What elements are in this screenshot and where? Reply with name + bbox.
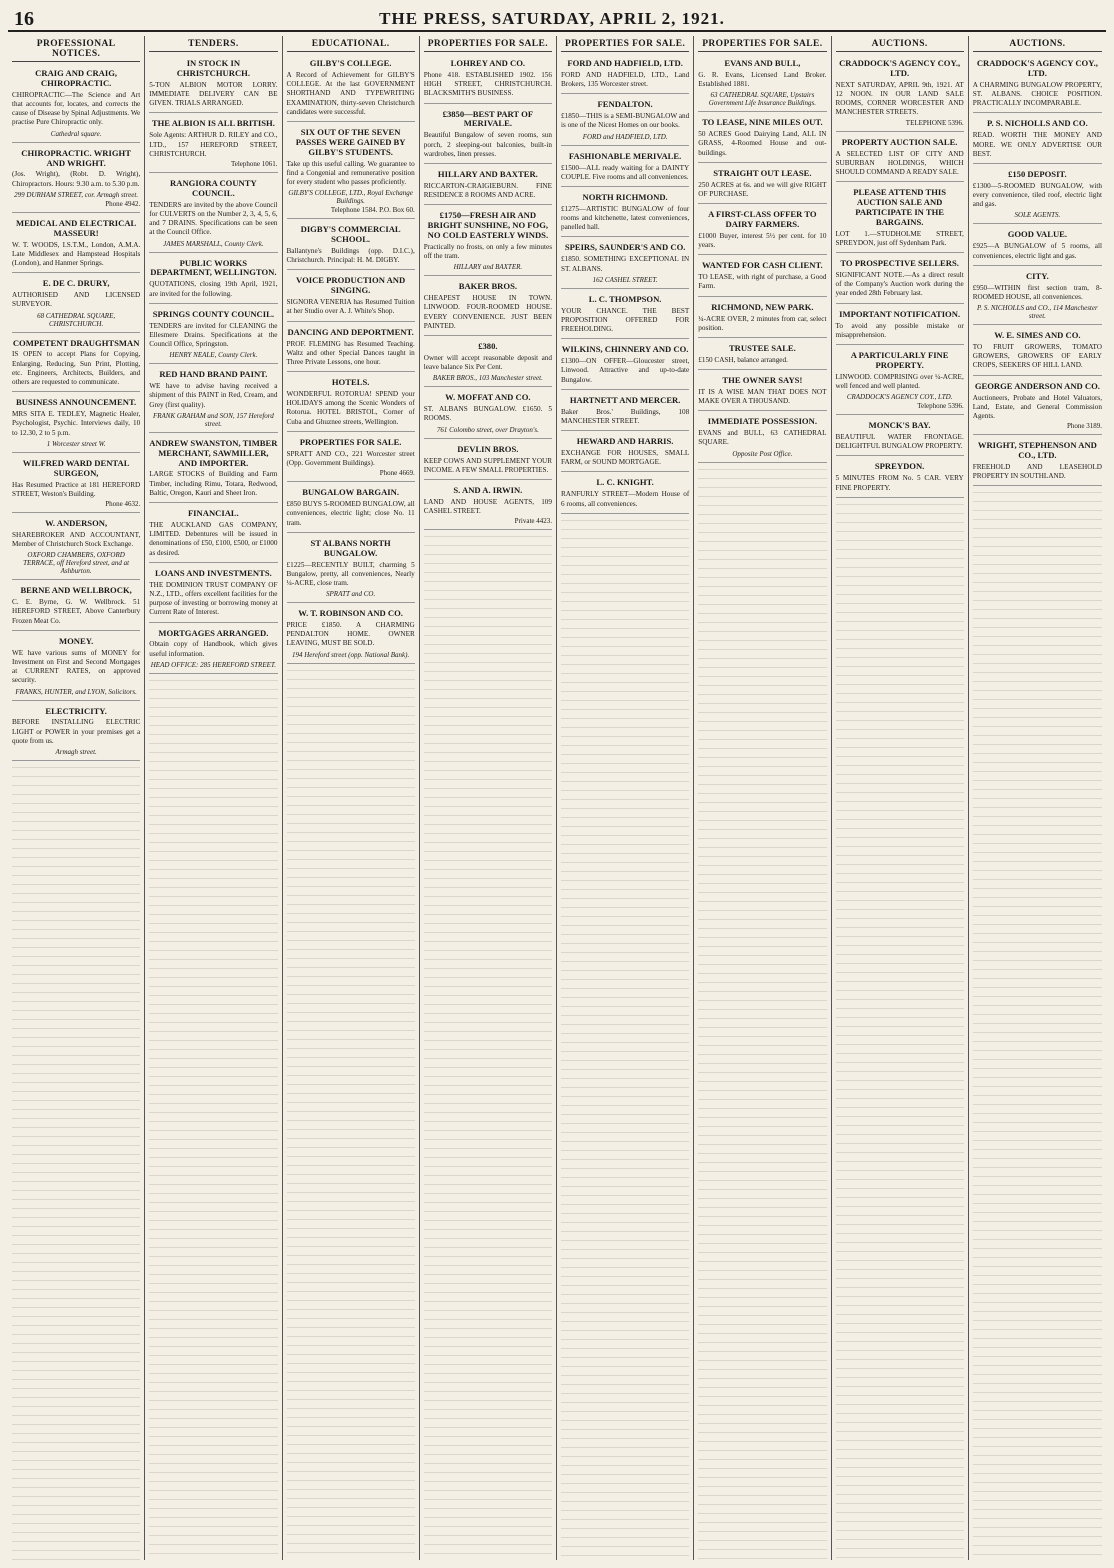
- advertisement-address: P. S. NICHOLLS and CO., 114 Manchester street.: [977, 304, 1098, 321]
- advertisement-body: LINWOOD. COMPRISING over ¼-ACRE, well fenced and well planted.: [835, 372, 964, 390]
- advertisement-title: £1750—FRESH AIR AND BRIGHT SUNSHINE, NO FOG, NO COLD EASTERLY WINDS.: [427, 210, 549, 240]
- advertisement: [561, 434, 689, 472]
- advertisement: [149, 566, 277, 623]
- advertisement-body: Owner will accept reasonable deposit and leave balance Six Per Cent.: [423, 353, 552, 372]
- advertisement: [973, 56, 1102, 113]
- advertisement: [836, 185, 964, 253]
- advertisement: [12, 583, 140, 631]
- advertisement-title: TO LEASE, NINE MILES OUT.: [702, 117, 823, 128]
- advertisement-title: LOANS AND INVESTMENTS.: [154, 567, 272, 578]
- advertisement: [973, 438, 1102, 486]
- advertisement: [424, 483, 552, 530]
- advertisement-title: IN STOCK IN CHRISTCHURCH.: [176, 58, 251, 78]
- advertisement: [12, 336, 140, 393]
- advertisement: [561, 240, 689, 288]
- advertisement-title: GEORGE ANDERSON AND CO.: [974, 380, 1100, 391]
- advertisement-address: HENRY NEALE, County Clerk.: [169, 351, 258, 360]
- advertisement-address: CRADDOCK'S AGENCY COY., LTD.: [846, 393, 953, 402]
- advertisement-body: Auctioneers, Probate and Hotel Valuators, Land, Estate, and General Commission Agents.: [972, 393, 1102, 420]
- advertisement-body: £1225—RECENTLY BUILT, charming 5 Bungalow, pretty, all conveniences, Nearly ¼-ACRE, close tram.: [286, 560, 415, 587]
- column-heading: AUCTIONS.: [973, 39, 1102, 52]
- advertisement: [973, 167, 1102, 225]
- advertisement-title: COMPETENT DRAUGHTSMAN: [12, 337, 140, 348]
- advertisement-body: Take up this useful calling. We guarantee to find a Congenial and remunerative position for every student who passes proficiently.: [286, 159, 415, 187]
- advertisement: [287, 325, 415, 373]
- advertisement-body: 5-TON ALBION MOTOR LORRY. IMMEDIATE DELIVERY CAN BE GIVEN. TRIALS ARRANGED.: [149, 80, 278, 108]
- advertisement-body: EXCHANGE FOR HOUSES, SMALL FARM, or SOUND MORTGAGE.: [561, 449, 690, 467]
- advertisement-body: ST. ALBANS BUNGALOW. £1650. 5 ROOMS.: [423, 405, 552, 423]
- advertisement: [561, 97, 689, 145]
- advertisement-title: RED HAND BRAND PAINT.: [159, 369, 268, 380]
- advertisement: [836, 135, 964, 183]
- advertisement-title: L. C. KNIGHT.: [596, 477, 654, 488]
- advertisement-address: BAKER BROS., 103 Manchester street.: [432, 374, 543, 383]
- advertisement-body: THE DOMINION TRUST COMPANY OF N.Z., LTD., offers excellent facilities for the purpose of investing or borrowing money at Current Rate of Interest.: [149, 580, 278, 617]
- advertisement-title: DEVLIN BROS.: [457, 443, 519, 454]
- advertisement-body: CHIROPRACTIC—The Science and Art that accounts for, locates, and corrects the cause of Disease by Spinal Adjustments. We practise Pure Chiropractic only.: [12, 90, 141, 127]
- advertisement-body: WE have various sums of MONEY for Investment on First and Second Mortgages at CURRENT RATES, on approved security.: [12, 648, 141, 685]
- advertisement-title: E. DE C. DRURY,: [42, 278, 110, 289]
- advertisement: [424, 56, 552, 104]
- advertisement: [12, 456, 140, 513]
- advertisement-body: SIGNORA VENERIA has Resumed Tuition at her Studio over A. J. White's Shop.: [286, 298, 415, 316]
- column-3: [283, 36, 420, 1560]
- advertisement: [424, 339, 552, 387]
- advertisement: [698, 341, 826, 370]
- advertisement-address: 68 CATHEDRAL SQUARE, CHRISTCHURCH.: [37, 311, 116, 328]
- advertisement-title: RICHMOND, NEW PARK.: [711, 301, 814, 312]
- advertisement-body: AUTHORISED AND LICENSED SURVEYOR.: [12, 291, 141, 309]
- advertisement: [698, 115, 826, 163]
- advertisement-title: W. MOFFAT AND CO.: [445, 392, 531, 403]
- advertisement-title: W. T. ROBINSON AND CO.: [298, 608, 403, 619]
- advertisement-title: ST ALBANS NORTH BUNGALOW.: [310, 537, 391, 558]
- advertisement-title: BUNGALOW BARGAIN.: [302, 487, 400, 498]
- advertisement-body: RICCARTON-CRAIGIEBURN. FINE RESIDENCE 8 ROOMS AND ACRE.: [423, 181, 552, 200]
- advertisement-phone: Telephone 1584. P.O. Box 60.: [330, 206, 415, 215]
- advertisement-body: WONDERFUL ROTORUA! SPEND your HOLIDAYS among the Scenic Wonders of Rotorua. HOTEL BRISTOL, Corner of Cuba and Ghuznee streets, Wellington.: [286, 390, 415, 426]
- advertisement-title: WILFRED WARD DENTAL SURGEON,: [22, 457, 130, 478]
- advertisement: [149, 116, 277, 173]
- advertisement-title: NORTH RICHMOND.: [582, 191, 668, 202]
- advertisement-body: Sole Agents: ARTHUR D. RILEY and CO., LTD., 157 HEREFORD STREET, CHRISTCHURCH.: [149, 131, 278, 158]
- advertisement-title: PROPERTY AUCTION SALE.: [841, 136, 958, 147]
- advertisement: [12, 516, 140, 580]
- advertisement-title: STRAIGHT OUT LEASE.: [713, 167, 812, 178]
- advertisement-phone: Phone 4669.: [379, 469, 415, 478]
- advertisement: [12, 634, 140, 701]
- advertisement-address: 761 Colombo street, over Drayton's.: [436, 425, 539, 434]
- column-heading: AUCTIONS.: [836, 39, 964, 52]
- advertisement-body: FREEHOLD AND LEASEHOLD PROPERTY IN SOUTHLAND.: [972, 462, 1102, 481]
- advertisement: [149, 176, 277, 253]
- advertisement-address: Cathedral square.: [50, 129, 102, 138]
- advertisement-title: TRUSTEE SALE.: [728, 342, 796, 353]
- advertisement-address: HEAD OFFICE: 285 HEREFORD STREET.: [150, 660, 276, 669]
- advertisement-title: FINANCIAL.: [187, 508, 239, 519]
- advertisement-phone: Telephone 5396.: [917, 402, 964, 411]
- advertisement: [424, 167, 552, 205]
- advertisement-address: FRANK GRAHAM and SON, 157 Hereford street.: [152, 411, 274, 428]
- advertisement: [287, 536, 415, 603]
- advertisement-title: SPRINGS COUNTY COUNCIL.: [152, 308, 274, 319]
- column-1: [8, 36, 145, 1560]
- advertisement-title: WRIGHT, STEPHENSON AND CO., LTD.: [977, 440, 1097, 461]
- advertisement-title: P. S. NICHOLLS AND CO.: [987, 118, 1088, 129]
- advertisement-address: 1 Worcester street W.: [46, 439, 106, 448]
- continued-small-print: [287, 667, 415, 1560]
- column-heading: PROPERTIES FOR SALE.: [561, 39, 689, 52]
- advertisement-address: 162 CASHEL STREET.: [592, 275, 658, 284]
- advertisement-address: Opposite Post Office.: [732, 449, 793, 458]
- advertisement-title: £150 DEPOSIT.: [1008, 168, 1067, 179]
- advertisement-address: HILLARY and BAXTER.: [453, 263, 523, 272]
- advertisement: [287, 435, 415, 482]
- advertisement: [561, 393, 689, 431]
- advertisement-body: READ. WORTH THE MONEY AND MORE. WE ONLY ADVERTISE OUR BEST.: [972, 131, 1102, 158]
- advertisement-body: TENDERS are invited for CLEANING the Ellesmere Drains. Specifications at the Council Office, Springston.: [149, 321, 278, 349]
- continued-small-print: [149, 677, 277, 1560]
- advertisement-body: A CHARMING BUNGALOW PROPERTY, ST. ALBANS. CHOICE POSITION. PRACTICALLY INCOMPARABLE.: [972, 80, 1102, 108]
- advertisement-title: W. ANDERSON,: [45, 518, 108, 528]
- advertisement-body: Phone 418. ESTABLISHED 1902. 156 HIGH STREET, CHRISTCHURCH. BLACKSMITH'S BUSINESS.: [423, 70, 552, 98]
- advertisement: [424, 208, 552, 276]
- advertisement-phone: Telephone 1061.: [230, 159, 278, 168]
- advertisement-title: DIGBY'S COMMERCIAL SCHOOL.: [300, 224, 401, 245]
- advertisement-title: PUBLIC WORKS DEPARTMENT, WELLINGTON.: [150, 257, 277, 278]
- advertisement-body: BEFORE INSTALLING ELECTRIC LIGHT or POWER in your premises get a quote from us.: [12, 718, 141, 745]
- advertisement: [12, 146, 140, 213]
- advertisement-phone: Phone 4632.: [105, 500, 141, 508]
- advertisement: [149, 256, 277, 304]
- continued-small-print: [561, 517, 689, 1560]
- advertisement-body: 250 ACRES at 6s. and we will give RIGHT OF PURCHASE.: [698, 180, 827, 198]
- advertisement-phone: TELEPHONE 5396.: [905, 118, 964, 127]
- advertisement: [698, 207, 826, 255]
- advertisement: [973, 328, 1102, 376]
- advertisement-title: BERNE AND WELLBROCK,: [20, 585, 132, 596]
- advertisement-body: £150 CASH, balance arranged.: [698, 355, 788, 364]
- continued-small-print: [12, 764, 140, 1560]
- page-number: 16: [14, 7, 34, 30]
- advertisement-body: KEEP COWS AND SUPPLEMENT YOUR INCOME. A FEW SMALL PROPERTIES.: [423, 456, 552, 474]
- advertisement-title: SPEIRS, SAUNDER'S AND CO.: [564, 242, 686, 253]
- advertisement-title: PROPERTIES FOR SALE.: [299, 436, 402, 447]
- advertisement: [149, 436, 277, 503]
- masthead: [8, 8, 1106, 32]
- advertisement-title: W. E. SIMES AND CO.: [994, 330, 1081, 341]
- advertisement-body: NEXT SATURDAY, APRIL 9th, 1921. AT 12 NOON. IN OUR LAND SALE ROOMS, CORNER WORCESTER AND MANCHESTER STREETS.: [835, 80, 964, 117]
- advertisement-body: £1850—THIS is a SEMI-BUNGALOW and is one of the Nicest Homes on our books.: [561, 112, 690, 130]
- advertisement-address: FORD and HADFIELD, LTD.: [582, 132, 668, 141]
- advertisement-title: WANTED FOR CASH CLIENT.: [702, 260, 823, 271]
- advertisement-address: JAMES MARSHALL, County Clerk.: [163, 239, 264, 248]
- advertisement: [424, 390, 552, 438]
- advertisement: [424, 279, 552, 336]
- advertisement-body: EVANS and BULL, 63 CATHEDRAL SQUARE.: [698, 429, 827, 447]
- column-heading: TENDERS.: [149, 39, 277, 52]
- advertisement-body: (Jos. Wright), (Robt. D. Wright), Chiropractors. Hours: 9.30 a.m. to 5.30 p.m.: [12, 170, 141, 188]
- newspaper-columns: [8, 36, 1106, 1560]
- advertisement-title: HOTELS.: [331, 377, 370, 388]
- advertisement: [973, 116, 1102, 164]
- advertisement-body: MRS SITA E. TEDLEY, Magnetic Healer, Psychologist, Psychic. Interviews daily, 10 to 12.30, 2 to 5 p.m.: [12, 410, 141, 437]
- advertisement: [836, 418, 964, 456]
- advertisement-title: BUSINESS ANNOUNCEMENT.: [16, 397, 137, 408]
- column-heading: PROPERTIES FOR SALE.: [698, 39, 826, 52]
- advertisement-body: £1300—5-ROOMED BUNGALOW, with every convenience, tiled roof, electric light and gas.: [972, 181, 1102, 209]
- advertisement: [287, 606, 415, 664]
- advertisement-body: To avoid any possible mistake or misapprehension.: [835, 321, 964, 339]
- advertisement-body: FORD AND HADFIELD, LTD., Land Brokers, 135 Worcester street.: [561, 70, 690, 89]
- advertisement-title: TO PROSPECTIVE SELLERS.: [840, 258, 959, 269]
- advertisement-title: MEDICAL AND ELECTRICAL MASSEUR!: [15, 217, 137, 238]
- advertisement: [149, 56, 277, 113]
- advertisement: [698, 258, 826, 296]
- advertisement-body: A Record of Achievement for GILBY'S COLLEGE. At the last GOVERNMENT SHORTHAND AND TYPEWRITING EXAMINATION, thirty-seven Christchurch candidates were successful.: [286, 70, 415, 116]
- advertisement-title: IMMEDIATE POSSESSION.: [707, 416, 817, 427]
- advertisement: [561, 342, 689, 390]
- advertisement-title: VOICE PRODUCTION AND SINGING.: [296, 275, 406, 296]
- advertisement-body: PRICE £1850. A CHARMING PENDALTON HOME. OWNER LEAVING, MUST BE SOLD.: [286, 621, 415, 648]
- advertisement-body: SPRATT AND CO., 221 Worcester street (Opp. Government Buildings).: [286, 449, 415, 467]
- advertisement-body: £950—WITHIN first section tram, 8-ROOMED HOUSE, all conveniences.: [972, 283, 1102, 301]
- advertisement-title: S. AND A. IRWIN.: [453, 485, 523, 495]
- column-heading: EDUCATIONAL.: [287, 39, 415, 52]
- advertisement-body: ¼-ACRE OVER, 2 minutes from car, select position.: [698, 314, 827, 332]
- continued-small-print: [973, 489, 1102, 1560]
- advertisement-title: FORD AND HADFIELD, LTD.: [567, 58, 683, 68]
- advertisement-title: CRADDOCK'S AGENCY COY., LTD.: [839, 58, 961, 78]
- advertisement-phone: Phone 4942.: [105, 199, 141, 208]
- advertisement-address: FRANKS, HUNTER, and LYON, Solicitors.: [15, 687, 137, 696]
- advertisement: [12, 395, 140, 453]
- advertisement-body: TENDERS are invited by the above Council for CULVERTS on the Number 2, 3, 4, 5, 6, and 7 DRAINS. Specifications can be seen at the Council Office.: [149, 200, 278, 237]
- advertisement: [12, 704, 140, 762]
- newspaper-title-date: THE PRESS, SATURDAY, APRIL 2, 1921.: [379, 9, 725, 28]
- advertisement-body: THE AUCKLAND GAS COMPANY, LIMITED. Debentures will be issued in denominations of £50, £100, £500, or £1000 as desired.: [149, 520, 278, 557]
- advertisement: [561, 475, 689, 513]
- advertisement: [698, 300, 826, 338]
- advertisement-body: WE have to advise having received a shipment of this PAINT in Red, Cream, and Grey (first quality).: [149, 382, 278, 409]
- advertisement-title: MONEY.: [58, 635, 94, 646]
- advertisement-title: ELECTRICITY.: [45, 705, 107, 716]
- advertisement-title: BAKER BROS.: [458, 281, 517, 292]
- advertisement-body: LARGE STOCKS of Building and Farm Timber, including Rimu, Totara, Redwood, Baltic, Oregon, Kauri and Sheet Iron.: [149, 470, 278, 497]
- advertisement-title: A PARTICULARLY FINE PROPERTY.: [850, 349, 949, 370]
- advertisement-address: GILBY'S COLLEGE, LTD., Royal Exchange Buildings.: [288, 189, 413, 206]
- advertisement-body: C. E. Byrne, G. W. Wellbrock. 51 HEREFORD STREET, Above Canterbury Frozen Meat Co.: [12, 598, 141, 625]
- advertisement-title: HILLARY AND BAXTER.: [437, 168, 538, 179]
- advertisement: [698, 414, 826, 462]
- advertisement-address: Armagh street.: [55, 748, 97, 757]
- advertisement: [12, 276, 140, 332]
- advertisement: [836, 348, 964, 415]
- advertisement-title: WILKINS, CHINNERY AND CO.: [561, 344, 689, 355]
- advertisement-title: MONCK'S BAY.: [868, 420, 931, 431]
- advertisement-title: £380.: [478, 341, 498, 352]
- advertisement-body: £925—A BUNGALOW of 5 rooms, all conveniences, electric light and gas.: [972, 242, 1102, 260]
- advertisement-body: Ballantyne's Buildings (opp. D.I.C.), Christchurch. Principal: H. M. DIGBY.: [286, 247, 415, 265]
- advertisement-phone: Phone 3189.: [1067, 422, 1102, 431]
- advertisement-body: £1500—ALL ready waiting for a DAINTY COUPLE. Five rooms and all conveniences.: [561, 163, 690, 181]
- column-6: [694, 36, 831, 1560]
- advertisement: [836, 459, 964, 497]
- advertisement-address: 194 Hereford street (opp. National Bank).: [292, 650, 410, 659]
- advertisement: [836, 256, 964, 304]
- advertisement-body: BEAUTIFUL WATER FRONTAGE. DELIGHTFUL BUNGALOW PROPERTY.: [835, 433, 964, 451]
- column-4: [420, 36, 557, 1560]
- advertisement: [561, 190, 689, 238]
- advertisement: [12, 66, 140, 143]
- advertisement-title: SIX OUT OF THE SEVEN PASSES WERE GAINED BY GILBY'S STUDENTS.: [295, 126, 406, 157]
- advertisement-title: IMPORTANT NOTIFICATION.: [839, 308, 961, 319]
- advertisement-title: THE ALBION IS ALL BRITISH.: [151, 118, 275, 129]
- advertisement: [287, 56, 415, 122]
- advertisement-body: LAND AND HOUSE AGENTS, 109 CASHEL STREET.: [423, 497, 552, 516]
- advertisement-body: TO FRUIT GROWERS, TOMATO GROWERS, GROWERS OF EARLY CROPS, SEEKERS OF HILL LAND.: [972, 342, 1102, 370]
- advertisement: [287, 485, 415, 533]
- advertisement-body: SHAREBROKER AND ACCOUNTANT, Member of Christchurch Stock Exchange.: [12, 530, 141, 549]
- advertisement-body: CHEAPEST HOUSE IN TOWN. LINWOOD. FOUR-ROOMED HOUSE. EVERY CONVENIENCE. JUST BEEN PAINTED.: [423, 294, 552, 330]
- advertisement-body: G. R. Evans, Licensed Land Broker. Established 1881.: [698, 70, 827, 89]
- advertisement: [424, 107, 552, 164]
- advertisement-phone: Private 4423.: [514, 517, 552, 526]
- advertisement-body: Beautiful Bungalow of seven rooms, sun porch, 2 sleeping-out balconies, built-in wardrobes, linen presses.: [423, 131, 552, 158]
- continued-small-print: [698, 466, 826, 1560]
- advertisement-title: ANDREW SWANSTON, TIMBER MERCHANT, SAWMILLER, AND IMPORTER.: [149, 437, 278, 468]
- advertisement: [973, 227, 1102, 265]
- advertisement: [149, 307, 277, 365]
- column-8: [969, 36, 1106, 1560]
- advertisement-title: LOHREY AND CO.: [450, 58, 526, 68]
- advertisement: [287, 375, 415, 432]
- advertisement: [836, 56, 964, 132]
- advertisement-title: £3850—BEST PART OF MERIVALE.: [442, 108, 534, 129]
- advertisement: [698, 373, 826, 411]
- advertisement-address: SPRATT and CO.: [326, 590, 376, 599]
- advertisement-title: L. C. THOMPSON.: [588, 293, 662, 304]
- advertisement-title: CHIROPRACTIC. WRIGHT AND WRIGHT.: [21, 147, 131, 168]
- advertisement-address: 63 CATHEDRAL SQUARE, Upstairs Government Life Insurance Buildings.: [708, 91, 817, 108]
- advertisement: [973, 269, 1102, 325]
- advertisement: [698, 166, 826, 204]
- column-heading: PROPERTIES FOR SALE.: [424, 39, 552, 52]
- advertisement: [12, 216, 140, 273]
- advertisement: [973, 379, 1102, 436]
- advertisement-title: FENDALTON.: [597, 99, 653, 110]
- advertisement-body: £1275—ARTISTIC BUNGALOW of four rooms and kitchenette, latest conveniences, panelled hall.: [561, 204, 690, 232]
- advertisement: [149, 367, 277, 433]
- advertisement-body: IS OPEN to accept Plans for Copying, Enlarging, Reducing, Sun Print, Plotting, etc. Engineers, Architects, Builders, and others are requested to communicate.: [12, 350, 141, 387]
- advertisement-title: EVANS AND BULL,: [724, 58, 801, 68]
- advertisement: [561, 56, 689, 94]
- column-2: [145, 36, 282, 1560]
- column-7: [832, 36, 969, 1560]
- advertisement-title: MORTGAGES ARRANGED.: [158, 627, 269, 638]
- advertisement-body: YOUR CHANCE. THE BEST PROPOSITION OFFERED FOR FREEHOLDING.: [561, 306, 690, 334]
- advertisement: [287, 222, 415, 270]
- advertisement-title: THE OWNER SAYS!: [722, 375, 803, 386]
- advertisement-body: £1850. SOMETHING EXCEPTIONAL IN ST. ALBANS.: [561, 255, 690, 273]
- advertisement-address: 299 DURHAM STREET, cor. Armagh street.: [14, 190, 139, 199]
- advertisement-body: QUOTATIONS, closing 19th April, 1921, are invited for the following.: [149, 280, 278, 298]
- advertisement-body: TO LEASE, with right of purchase, a Good Farm.: [698, 273, 827, 291]
- advertisement-body: PROF. FLEMING has Resumed Teaching. Waltz and other Special Dances taught in Three Private Lessons, one hour.: [286, 339, 415, 366]
- advertisement: [836, 307, 964, 345]
- advertisement-body: LOT 1.—STUDHOLME STREET, SPREYDON, just off Sydenham Park.: [835, 229, 964, 247]
- advertisement-title: GILBY'S COLLEGE.: [309, 58, 392, 68]
- advertisement: [287, 273, 415, 321]
- continued-small-print: [424, 533, 552, 1560]
- advertisement-body: A SELECTED LIST OF CITY AND SUBURBAN HOLDINGS, WHICH SHOULD COMMAND A READY SALE.: [835, 149, 964, 176]
- advertisement-address: SOLE AGENTS.: [1014, 211, 1061, 220]
- advertisement: [698, 56, 826, 112]
- advertisement-title: RANGIORA COUNTY COUNCIL.: [170, 177, 257, 198]
- advertisement: [424, 442, 552, 480]
- advertisement-body: £1300—ON OFFER—Gloucester street, Linwood. Attractive and up-to-date Bungalow.: [561, 357, 690, 384]
- advertisement: [561, 149, 689, 187]
- advertisement: [149, 506, 277, 563]
- advertisement: [561, 292, 689, 340]
- column-heading: PROFESSIONAL NOTICES.: [12, 39, 140, 62]
- advertisement-title: GOOD VALUE.: [1007, 229, 1068, 240]
- advertisement: [149, 626, 277, 674]
- advertisement-title: CRAIG AND CRAIG, CHIROPRACTIC.: [35, 68, 118, 88]
- column-5: [557, 36, 694, 1560]
- advertisement-body: £1000 Buyer, interest 5½ per cent. for 10 years.: [698, 231, 827, 250]
- advertisement-body: RANFURLY STREET—Modern House of 6 rooms, all conveniences.: [561, 490, 690, 508]
- advertisement-body: 5 MINUTES FROM No. 5 CAR. VERY FINE PROPERTY.: [835, 474, 964, 492]
- advertisement-title: CITY.: [1025, 270, 1049, 281]
- advertisement-body: SIGNIFICANT NOTE.—As a direct result of the Company's Auction work during the year ended 28th February last.: [835, 270, 964, 298]
- advertisement-title: HARTNETT AND MERCER.: [569, 394, 681, 405]
- advertisement-title: DANCING AND DEPORTMENT.: [287, 326, 414, 337]
- advertisement-body: 50 ACRES Good Dairying Land, ALL IN GRASS, 4-Roomed House and out-buildings.: [698, 130, 827, 157]
- advertisement-address: OXFORD CHAMBERS, OXFORD TERRACE, off Hereford street, and at Ashburton.: [23, 551, 130, 576]
- advertisement-body: Has Resumed Practice at 181 HEREFORD STREET, Weston's Building.: [12, 480, 141, 498]
- advertisement-body: Baker Bros.' Buildings, 108 MANCHESTER STREET.: [561, 407, 690, 425]
- advertisement-title: CRADDOCK'S AGENCY COY., LTD.: [976, 58, 1098, 78]
- advertisement-body: W. T. WOODS, I.S.T.M., London, A.M.A. Late Middlesex and Hampstead Hospitals (London), and Hanmer Springs.: [12, 240, 141, 267]
- continued-small-print: [836, 501, 964, 1560]
- advertisement-title: SPREYDON.: [874, 461, 925, 472]
- advertisement: [287, 125, 415, 219]
- advertisement-title: PLEASE ATTEND THIS AUCTION SALE AND PARTICIPATE IN THE BARGAINS.: [853, 187, 947, 227]
- advertisement-title: A FIRST-CLASS OFFER TO DAIRY FARMERS.: [708, 209, 817, 230]
- advertisement-body: £850 BUYS 5-ROOMED BUNGALOW, all conveniences, electric light; close No. 11 tram.: [286, 500, 415, 527]
- advertisement-title: HEWARD AND HARRIS.: [576, 436, 674, 447]
- advertisement-body: Practically no frosts, on only a few minutes off the tram.: [423, 242, 552, 261]
- advertisement-body: IT IS A WISE MAN THAT DOES NOT MAKE OVER A THOUSAND.: [698, 387, 827, 406]
- advertisement-body: Obtain copy of Handbook, which gives useful information.: [149, 640, 278, 658]
- advertisement-title: FASHIONABLE MERIVALE.: [568, 150, 682, 161]
